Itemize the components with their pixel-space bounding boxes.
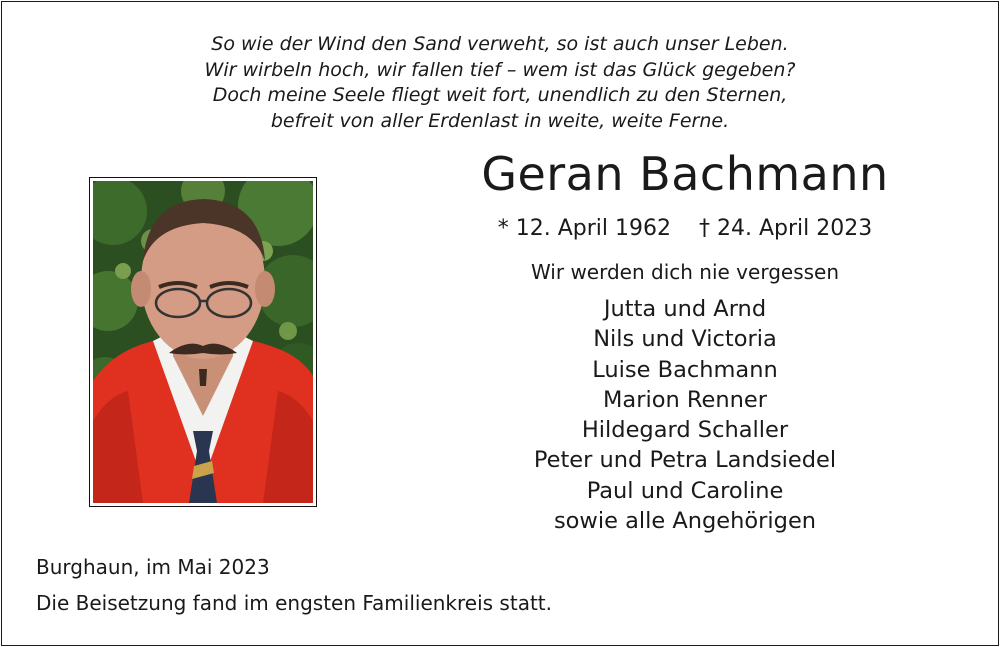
place-date: Burghaun, im Mai 2023 [36, 555, 270, 579]
poem-verse [0, 32, 1000, 134]
burial-note: Die Beisetzung fand im engsten Familienkreis statt. [36, 591, 552, 615]
deceased-name: Geran Bachmann [481, 147, 889, 201]
mourner-entry: Jutta und Arnd [603, 296, 767, 322]
poem-line: befreit von aller Erdenlast in weite, weite Ferne. [270, 109, 730, 132]
mourners-list [440, 294, 930, 536]
remembrance-line: Wir werden dich nie vergessen [530, 260, 840, 284]
mourner-entry: Peter und Petra Landsiedel [533, 447, 837, 474]
portrait-photo [89, 177, 317, 507]
death-date: † 24. April 2023 [699, 216, 873, 241]
mourner-entry: Nils und Victoria [593, 326, 777, 353]
birth-date: * 12. April 1962 [497, 216, 671, 241]
portrait-image [93, 181, 313, 503]
mourner-entry: Marion Renner [603, 386, 767, 413]
poem-line: Wir wirbeln hoch, wir fallen tief – wem ist das Glück gegeben? [204, 58, 796, 81]
mourner-entry: Luise Bachmann [592, 356, 778, 383]
poem-line: So wie der Wind den Sand verweht, so ist auch unser Leben. [211, 33, 789, 55]
mourner-entry: Hildegard Schaller [581, 417, 789, 444]
poem-line: Doch meine Seele fliegt weit fort, unendlich zu den Sternen, [212, 84, 788, 106]
mourner-entry: Paul und Caroline [586, 477, 784, 504]
mourner-entry: sowie alle Angehörigen [553, 508, 817, 535]
life-dates [440, 214, 930, 244]
